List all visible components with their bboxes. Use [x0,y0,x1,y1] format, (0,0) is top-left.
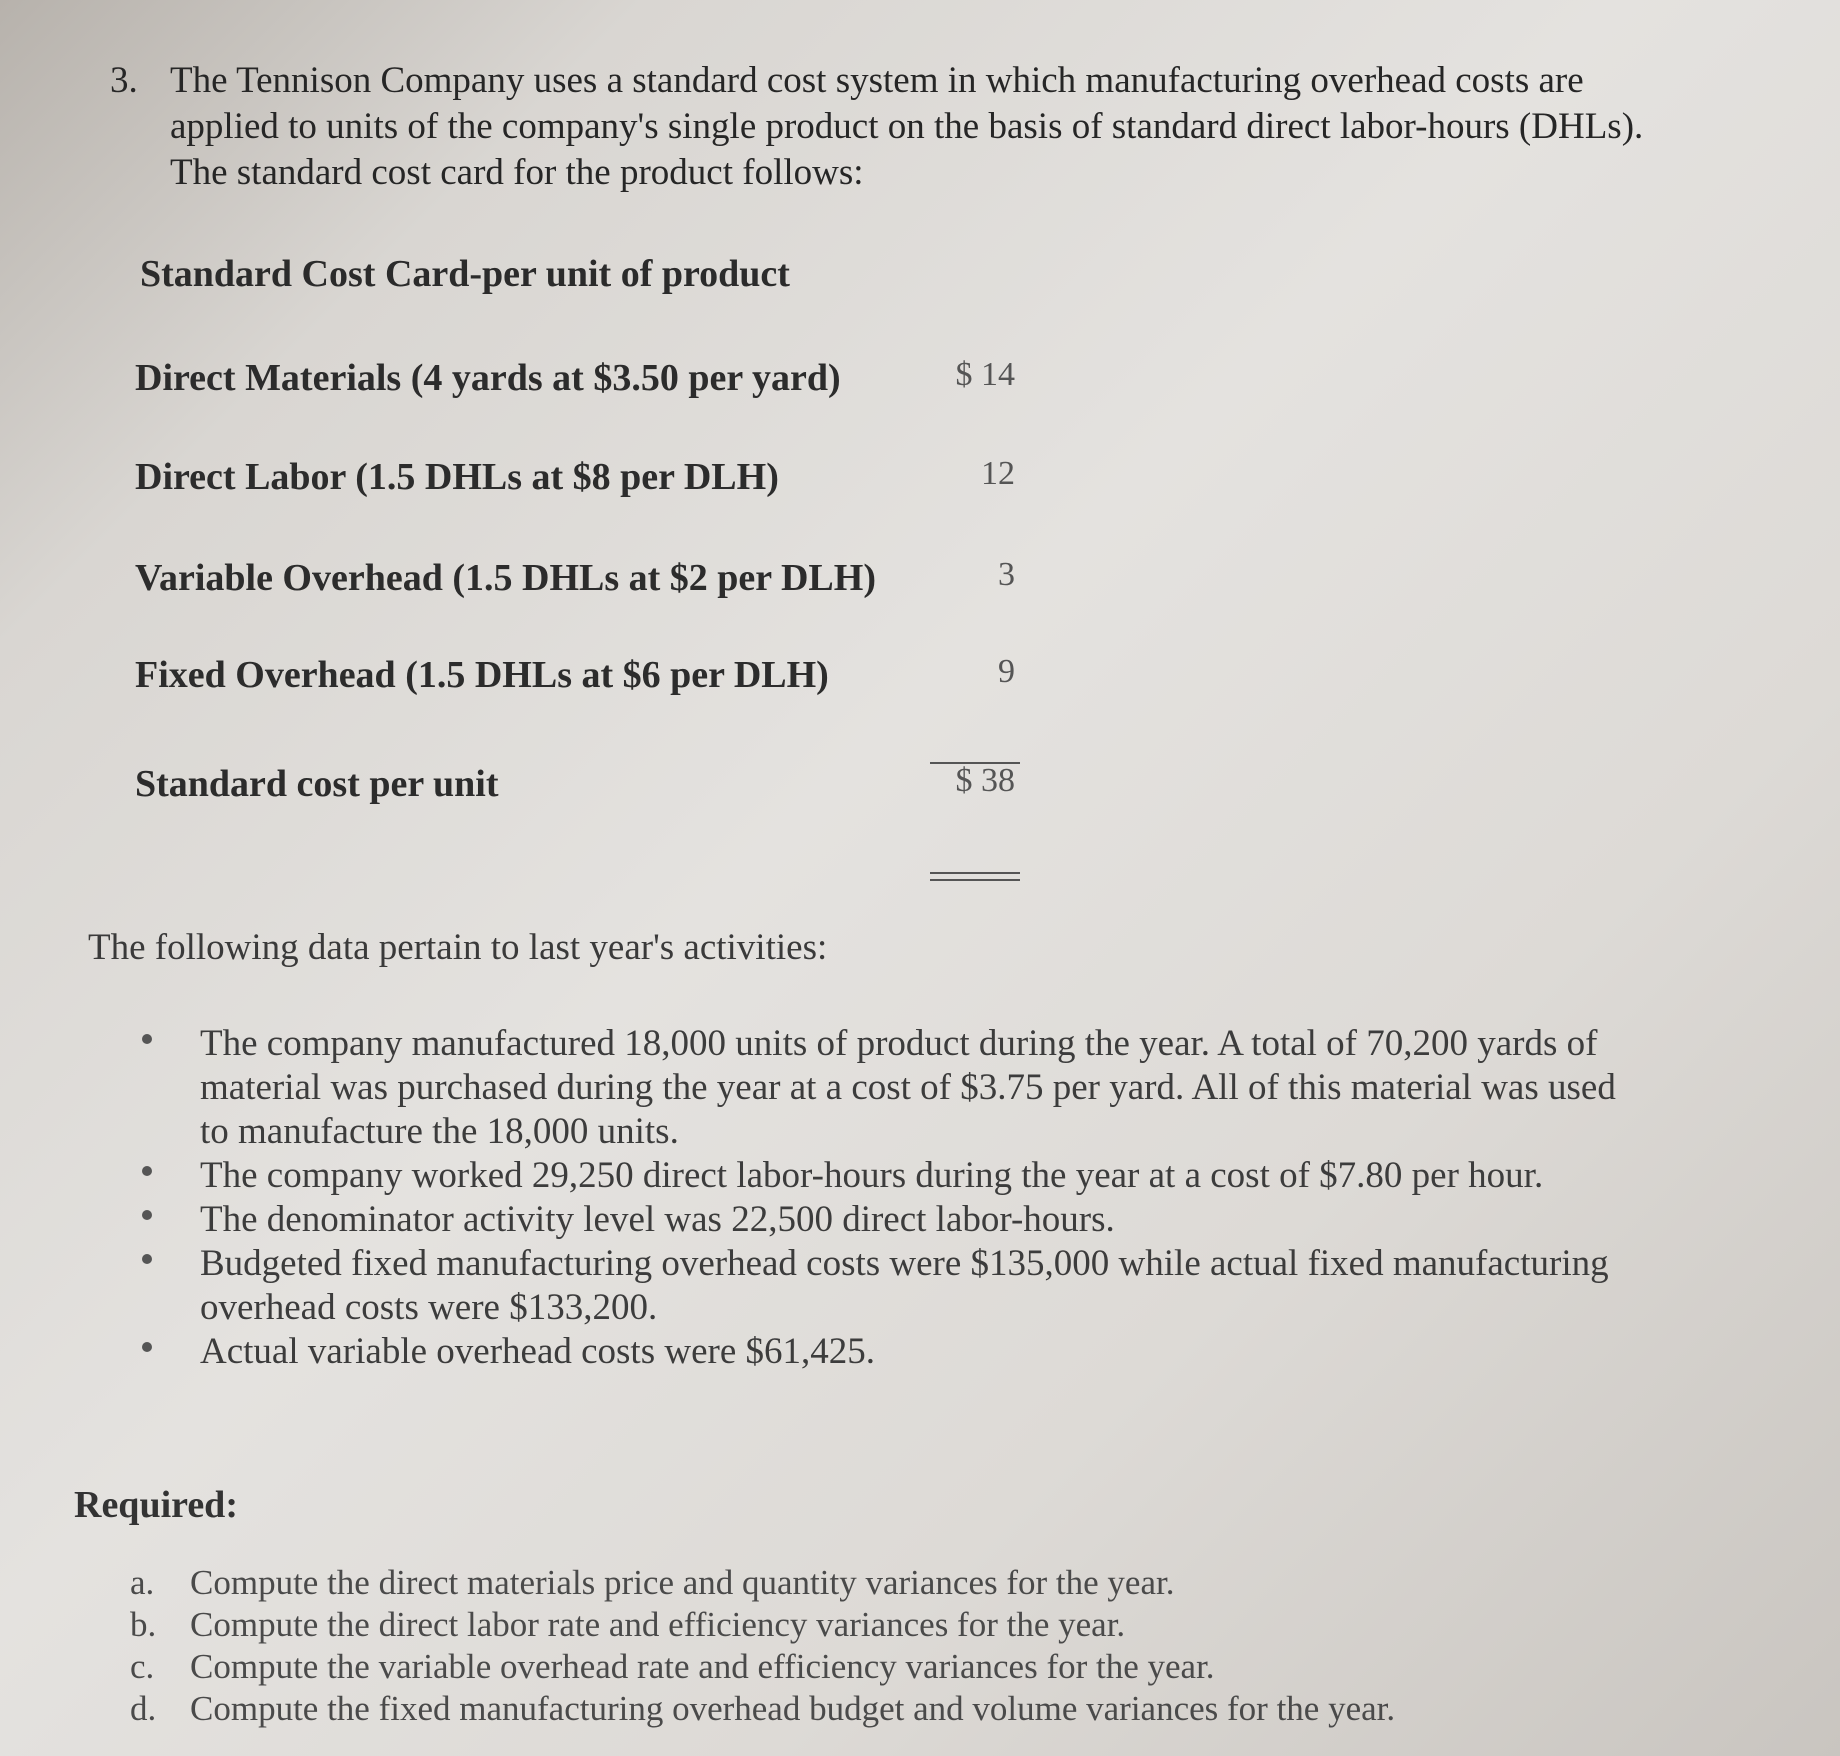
problem-number: 3. [110,60,138,101]
cost-row-amount: 9 [998,653,1015,690]
cost-row-amount: $ 14 [955,356,1015,393]
required-text: Compute the direct labor rate and efficiency variances for the year. [190,1605,1126,1644]
double-rule-top [930,872,1020,874]
cost-row-label: Variable Overhead (1.5 DHLs at $2 per DLH) [135,557,876,599]
problem-statement [110,58,1650,196]
list-item [140,1022,1620,1154]
total-label: Standard cost per unit [135,763,499,805]
cost-card-title: Standard Cost Card-per unit of product [140,253,790,295]
cost-row-label: Fixed Overhead (1.5 DHLs at $6 per DLH) [135,654,829,696]
bullet-icon [142,1166,152,1176]
activity-data-list [140,1022,1620,1374]
cost-row-label: Direct Labor (1.5 DHLs at $8 per DLH) [135,456,779,498]
list-item [140,1198,1620,1242]
required-letter: c. [130,1647,155,1686]
required-heading: Required: [74,1484,238,1526]
required-text: Compute the fixed manufacturing overhead budget and volume variances for the year. [190,1689,1396,1728]
required-list [130,1562,1730,1730]
required-text: Compute the variable overhead rate and efficiency variances for the year. [190,1647,1215,1686]
required-letter: b. [130,1605,157,1644]
required-text: Compute the direct materials price and quantity variances for the year. [190,1563,1175,1602]
data-intro: The following data pertain to last year's activities: [88,927,828,968]
required-letter: a. [130,1563,155,1602]
problem-text: The Tennison Company uses a standard cost system in which manufacturing overhead costs are applied to units of the company's single product on the basis of standard direct labor-hours (DHLs). The standard cost card for the product follows: [170,60,1644,193]
list-item [140,1330,1620,1374]
total-amount: $ 38 [955,762,1015,799]
required-item-d [130,1688,1730,1730]
cost-row-variable-overhead [135,556,1015,606]
list-item-text: Actual variable overhead costs were $61,425. [200,1331,875,1372]
double-rule-bottom [930,879,1020,881]
required-item-c [130,1646,1730,1688]
list-item [140,1154,1620,1198]
list-item-text: Budgeted fixed manufacturing overhead costs were $135,000 while actual fixed manufacturing overhead costs were $133,200. [200,1243,1609,1328]
cost-row-fixed-overhead [135,653,1015,703]
bullet-icon [142,1254,152,1264]
cost-row-direct-materials [135,356,1015,406]
bullet-icon [142,1342,152,1352]
cost-row-label: Direct Materials (4 yards at $3.50 per yard) [135,357,841,399]
list-item-text: The company manufactured 18,000 units of product during the year. A total of 70,200 yards of material was purchased during the year at a cost of $3.75 per yard. All of this material was used to manufacture the 18,000 units. [200,1023,1616,1152]
required-item-b [130,1604,1730,1646]
bullet-icon [142,1210,152,1220]
required-letter: d. [130,1689,157,1728]
list-item-text: The company worked 29,250 direct labor-hours during the year at a cost of $7.80 per hour. [200,1155,1544,1196]
cost-row-total [135,762,1015,812]
required-item-a [130,1562,1730,1604]
list-item [140,1242,1620,1330]
cost-row-amount: 12 [981,455,1015,492]
list-item-text: The denominator activity level was 22,500 direct labor-hours. [200,1199,1115,1240]
cost-row-amount: 3 [998,556,1015,593]
bullet-icon [142,1034,152,1044]
cost-row-direct-labor [135,455,1015,505]
